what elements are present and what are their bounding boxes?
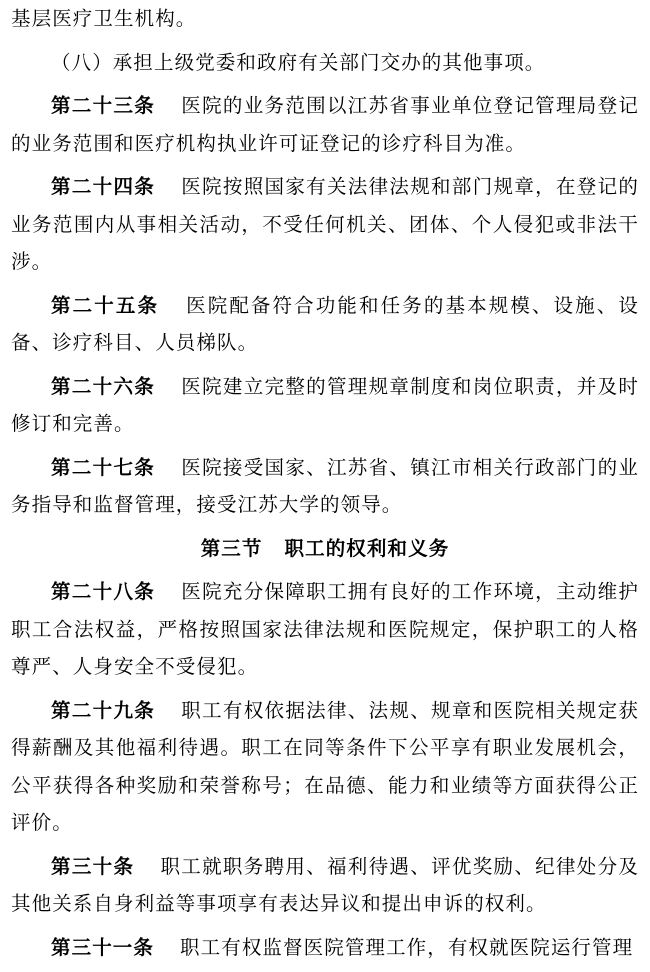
- lead-paragraph: 基层医疗卫生机构。: [11, 7, 197, 30]
- section-number: 第三节: [200, 536, 263, 560]
- article-31: [11, 929, 639, 967]
- article-label: 第二十五条: [51, 293, 160, 317]
- article-label: 第二十四条: [51, 175, 156, 198]
- article-23: [11, 87, 639, 162]
- article-text: 医院按照国家有关法律法规和部门规章，在登记的业务范围内从事相关活动，不受任何机关、团体、个人侵犯或非法干涉。: [11, 175, 639, 273]
- article-label: 第二十六条: [51, 374, 156, 398]
- article-text: 医院充分保障职工拥有良好的工作环境，主动维护职工合法权益，严格按照国家法律法规和医院规定，保护职工的人格尊严、人身安全不受侵犯。: [11, 580, 639, 678]
- article-text: 职工有权监督医院管理工作，有权就医院运行管理: [180, 935, 634, 959]
- article-label: 第三十条: [51, 854, 135, 878]
- article-text: 医院的业务范围以江苏省事业单位登记管理局登记的业务范围和医疗机构执业许可证登记的诊疗科目为准。: [11, 94, 639, 155]
- article-label: 第三十一条: [51, 935, 155, 959]
- article-label: 第二十七条: [51, 455, 156, 479]
- item-eight-paragraph: （八）承担上级党委和政府有关部门交办的其他事项。: [51, 50, 546, 74]
- article-24: [11, 168, 639, 281]
- article-28: [11, 573, 639, 686]
- article-text: 医院配备符合功能和任务的基本规模、设施、设备、诊疗科目、人员梯队。: [11, 293, 639, 354]
- section-heading: [11, 530, 639, 568]
- document-page: [11, 0, 639, 972]
- article-text: 职工有权依据法律、法规、规章和医院相关规定获得薪酬及其他福利待遇。职工在同等条件下公平享有职业发展机会，公平获得各种奖励和荣誉称号；在品德、能力和业绩等方面获得公正评价。: [11, 698, 639, 834]
- article-27: [11, 449, 639, 524]
- article-30: [11, 848, 639, 923]
- article-25: [11, 287, 639, 362]
- article-text: 医院建立完整的管理规章制度和岗位职责，并及时修订和完善。: [11, 374, 639, 435]
- article-label: 第二十八条: [51, 580, 156, 603]
- article-26: [11, 368, 639, 443]
- article-label: 第二十三条: [51, 94, 156, 117]
- section-title: 职工的权利和义务: [284, 536, 450, 560]
- article-text: 职工就职务聘用、福利待遇、评优奖励、纪律处分及其他关系自身利益等事项享有表达异议和提出申诉的权利。: [11, 854, 639, 915]
- article-29: [11, 692, 639, 842]
- article-label: 第二十九条: [51, 698, 156, 722]
- article-text: 医院接受国家、江苏省、镇江市相关行政部门的业务指导和监督管理，接受江苏大学的领导。: [11, 455, 639, 516]
